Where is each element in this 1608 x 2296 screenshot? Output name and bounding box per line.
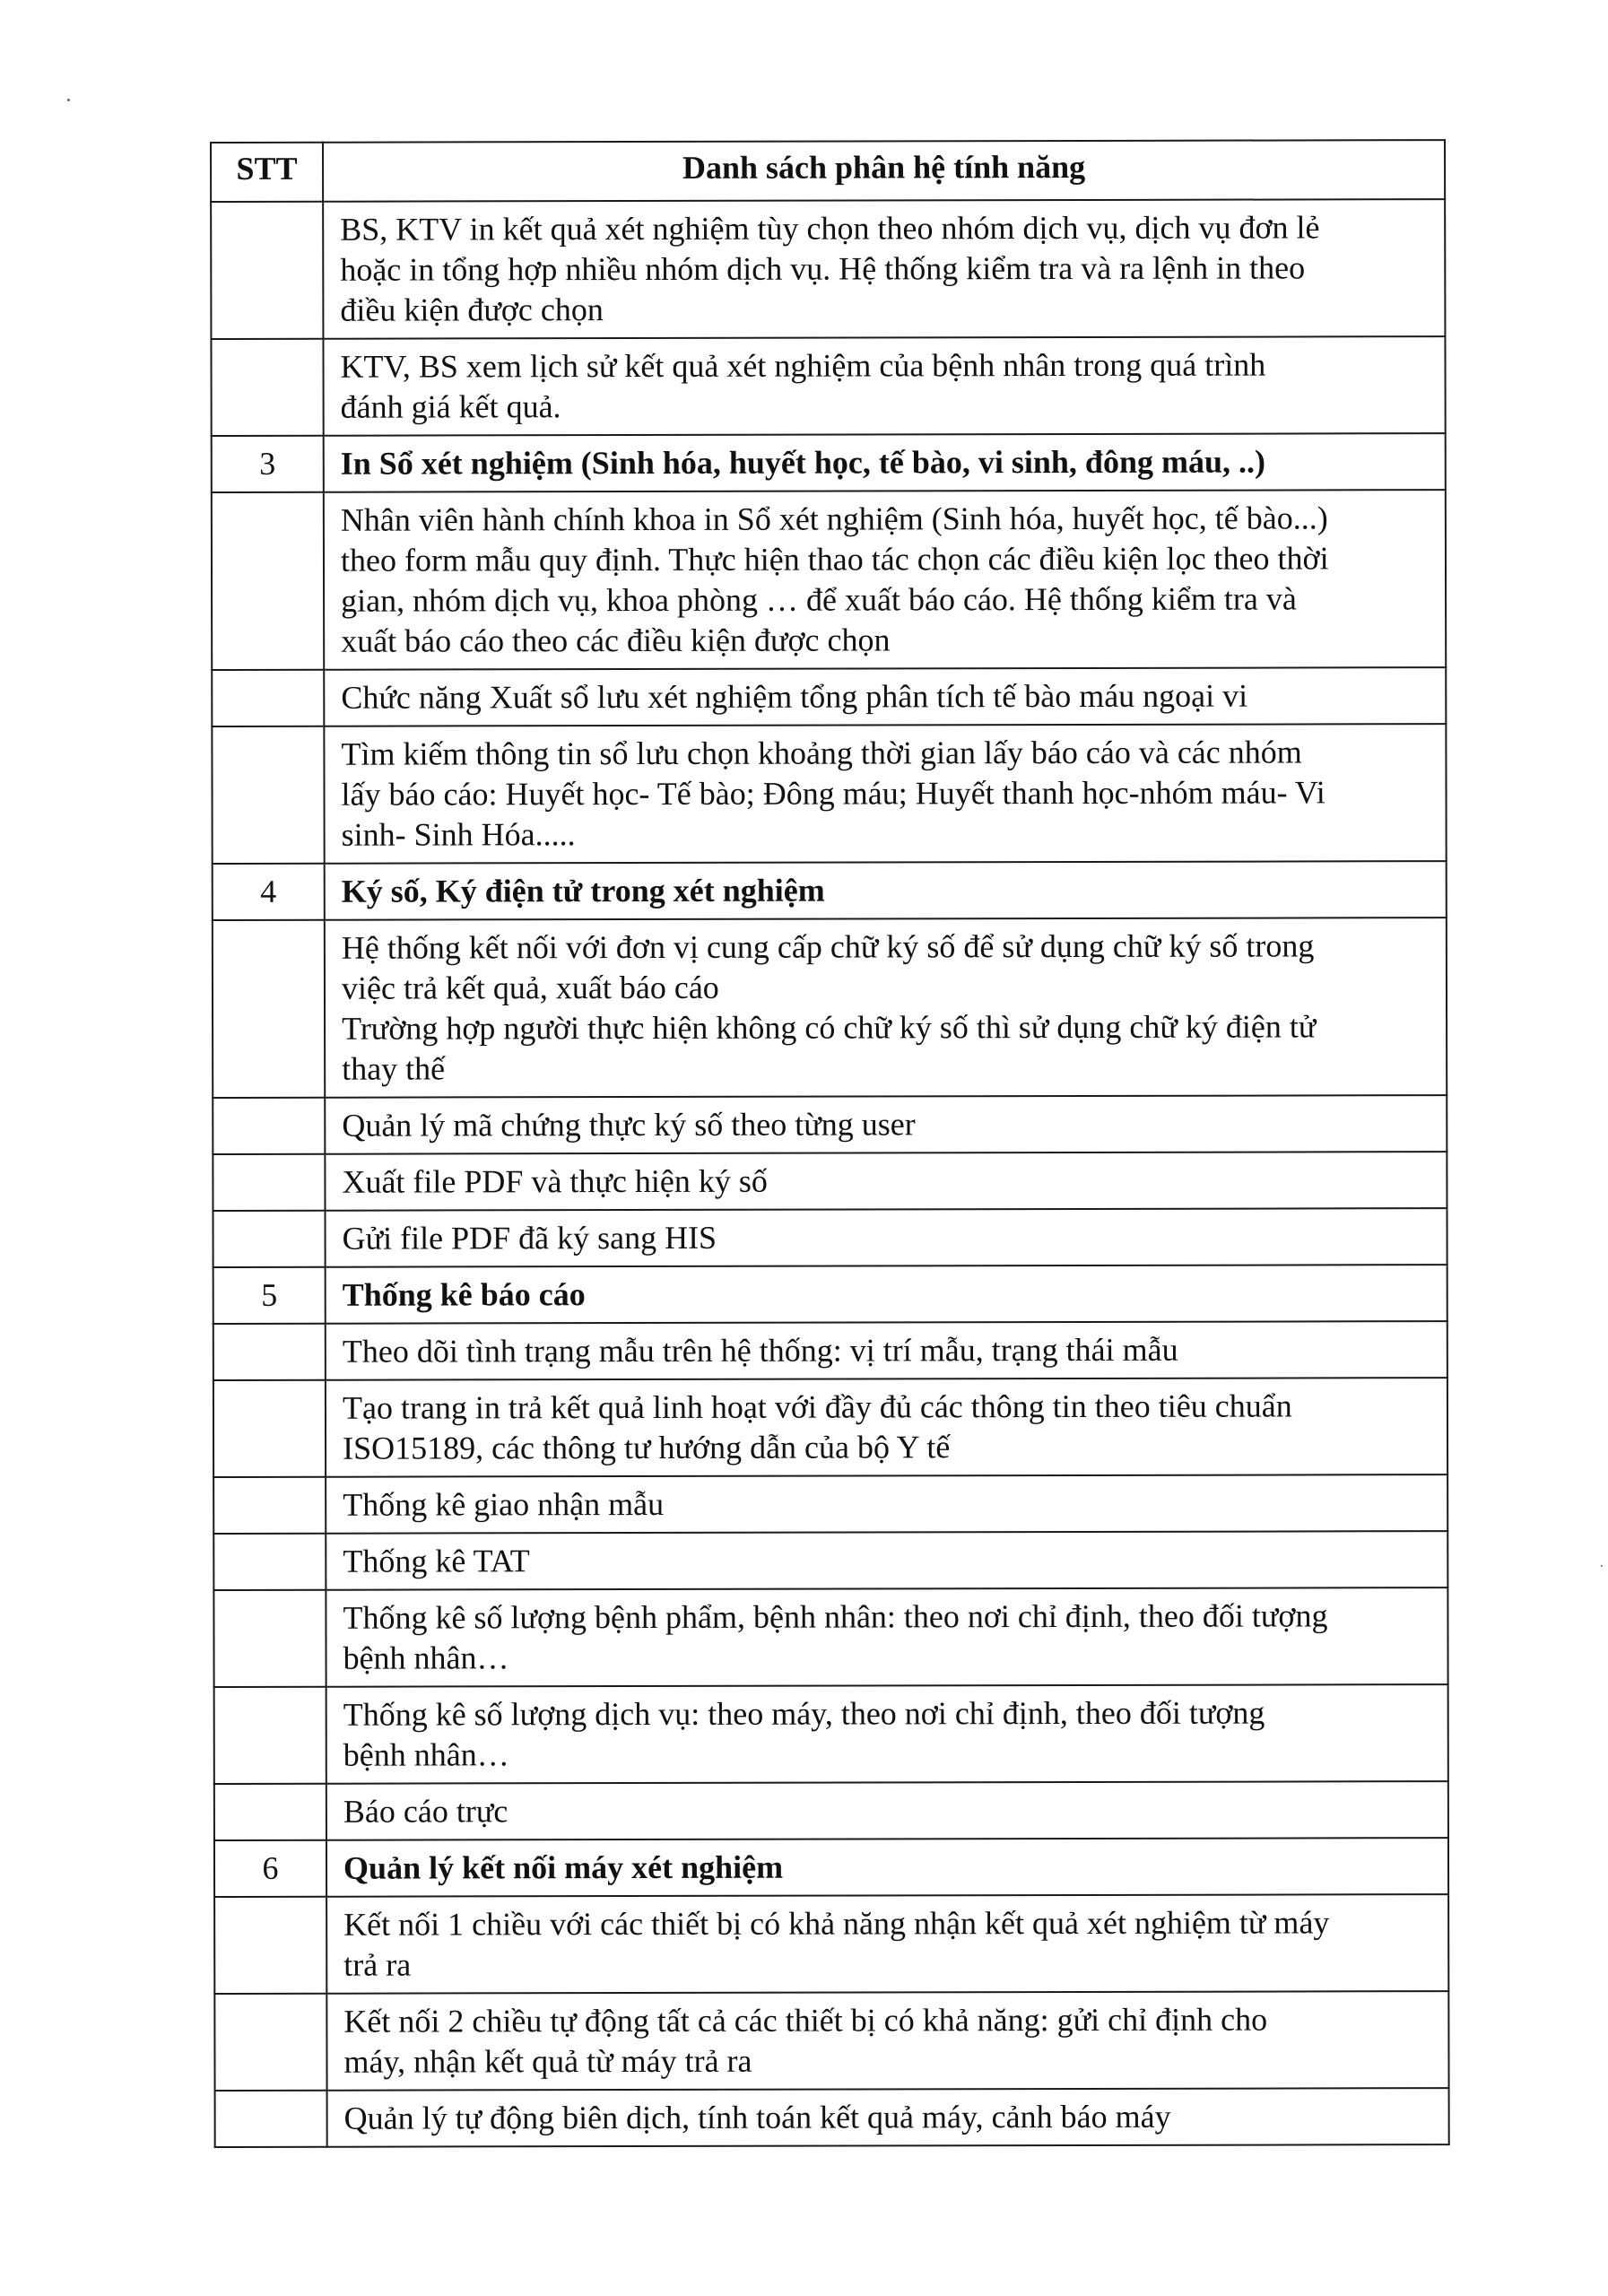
section-row (214, 1838, 1448, 1897)
table-row (213, 1095, 1447, 1154)
table-row (215, 2088, 1449, 2147)
table-row (214, 1684, 1448, 1784)
description-line: Theo dõi tình trạng mẫu trên hệ thống: vị trí mẫu, trạng thái mẫu (342, 1331, 1178, 1370)
description-line: xuất báo cáo theo các điều kiện được chọn (341, 622, 891, 659)
table-row (213, 1531, 1447, 1590)
stt-cell (213, 1590, 326, 1687)
feature-description-cell (326, 1587, 1447, 1687)
description-line: KTV, BS xem lịch sử kết quả xét nghiệm của bệnh nhân trong quá trình (340, 346, 1266, 385)
description-line: Quản lý mã chứng thực ký số theo từng user (342, 1106, 916, 1144)
stt-header: STT (211, 143, 323, 202)
stt-cell: 4 (213, 864, 325, 920)
description-line: thay thế (342, 1050, 446, 1087)
section-row (213, 1265, 1447, 1324)
description-line: bệnh nhân… (343, 1736, 509, 1773)
table-header-row (211, 140, 1445, 202)
stt-cell (213, 1211, 325, 1267)
section-row (213, 861, 1447, 920)
description-line: máy, nhận kết quả từ máy trả ra (343, 2042, 752, 2080)
description-line: hoặc in tổng hợp nhiều nhóm dịch vụ. Hệ thống kiểm tra và ra lệnh in theo (340, 249, 1306, 288)
section-title: In Sổ xét nghiệm (Sinh hóa, huyết học, tế bào, vi sinh, đông máu, ..) (340, 443, 1265, 482)
description-line: đánh giá kết quả. (340, 388, 561, 425)
feature-list-header: Danh sách phân hệ tính năng (323, 140, 1445, 202)
description-line: Thống kê giao nhận mẫu (343, 1485, 665, 1523)
description-line: việc trả kết quả, xuất báo cáo (341, 969, 719, 1006)
feature-description-cell (324, 667, 1446, 726)
stt-cell: 6 (214, 1840, 326, 1897)
stt-cell (214, 1897, 326, 1994)
feature-description-cell (325, 918, 1447, 1098)
section-title-cell (326, 1265, 1447, 1324)
description-line: Gửi file PDF đã ký sang HIS (342, 1219, 717, 1257)
description-line: Thống kê số lượng dịch vụ: theo máy, theo nơi chỉ định, theo đối tượng (343, 1694, 1265, 1733)
table-row (213, 1587, 1447, 1687)
table-row (213, 1321, 1447, 1380)
description-line: Quản lý tự động biên dịch, tính toán kết quả máy, cảnh báo máy (343, 2098, 1171, 2136)
description-line: Nhân viên hành chính khoa in Sổ xét nghiệm (Sinh hóa, huyết học, tế bào...) (340, 500, 1328, 538)
table-row (211, 199, 1445, 339)
table-row (212, 490, 1446, 670)
stt-cell (212, 492, 324, 670)
description-line: trả ra (343, 1946, 412, 1983)
feature-description-cell (325, 1208, 1447, 1267)
table-row (214, 1894, 1448, 1994)
table-row (212, 667, 1446, 726)
feature-description-cell (326, 1531, 1447, 1590)
stt-cell (213, 920, 325, 1098)
table-row (213, 1474, 1447, 1534)
stt-cell (212, 726, 324, 864)
stt-cell (214, 1784, 326, 1840)
description-line: BS, KTV in kết quả xét nghiệm tùy chọn theo nhóm dịch vụ, dịch vụ đơn lẻ (340, 209, 1320, 248)
description-line: Báo cáo trực (343, 1793, 508, 1830)
feature-description-cell (326, 1378, 1447, 1477)
description-line: Chức năng Xuất sổ lưu xét nghiệm tổng phân tích tế bào máu ngoại vi (341, 677, 1248, 716)
table-body (211, 199, 1449, 2147)
scan-speck (67, 99, 70, 101)
stt-cell (213, 1324, 326, 1380)
section-row (212, 433, 1446, 492)
feature-description-cell (325, 1152, 1447, 1211)
table-row (213, 1152, 1447, 1211)
feature-description-cell (323, 199, 1445, 339)
section-title: Thống kê báo cáo (342, 1276, 586, 1313)
section-title: Quản lý kết nối máy xét nghiệm (343, 1848, 784, 1886)
description-line: gian, nhóm dịch vụ, khoa phòng … để xuất báo cáo. Hệ thống kiểm tra và (341, 580, 1297, 619)
description-line: ISO15189, các thông tư hướng dẫn của bộ Y tế (343, 1429, 951, 1466)
scan-speck (1601, 1565, 1603, 1567)
table-row (213, 918, 1447, 1098)
description-line: Trường hợp người thực hiện không có chữ ký số thì sử dụng chữ ký điện tử (342, 1008, 1317, 1047)
feature-description-cell (326, 1991, 1448, 2091)
stt-cell (213, 1154, 325, 1211)
feature-description-cell (327, 2088, 1449, 2147)
table-row (213, 1378, 1447, 1477)
stt-cell (213, 1534, 326, 1590)
table-row (214, 1991, 1448, 2091)
description-line: bệnh nhân… (343, 1639, 509, 1676)
description-line: Xuất file PDF và thực hiện ký số (342, 1162, 768, 1200)
description-line: sinh- Sinh Hóa..... (341, 816, 576, 853)
description-line: Kết nối 2 chiều tự động tất cả các thiết bị có khả năng: gửi chỉ định cho (343, 2001, 1268, 2039)
description-line: Tạo trang in trả kết quả linh hoạt với đầy đủ các thông tin theo tiêu chuẩn (342, 1387, 1292, 1426)
feature-description-cell (326, 1474, 1447, 1534)
description-line: Thống kê TAT (343, 1543, 530, 1579)
feature-description-cell (326, 1894, 1448, 1994)
feature-description-cell (324, 724, 1446, 864)
section-title-cell (326, 1838, 1448, 1897)
description-line: Kết nối 1 chiều với các thiết bị có khả năng nhận kết quả xét nghiệm từ máy (343, 1904, 1330, 1943)
description-line: Hệ thống kết nối với đơn vị cung cấp chữ ký số để sử dụng chữ ký số trong (341, 927, 1315, 966)
stt-cell (213, 1380, 326, 1477)
table-row (214, 1781, 1448, 1840)
section-title-cell (324, 433, 1446, 492)
feature-table (210, 139, 1450, 2148)
section-title-cell (325, 861, 1447, 920)
stt-cell (212, 670, 324, 726)
table-row (212, 724, 1446, 864)
feature-description-cell (324, 490, 1446, 670)
description-line: Tìm kiếm thông tin sổ lưu chọn khoảng thời gian lấy báo cáo và các nhóm (341, 734, 1302, 772)
stt-cell (214, 1994, 326, 2091)
stt-cell: 3 (212, 436, 324, 492)
feature-description-cell (325, 1095, 1447, 1154)
stt-cell: 5 (213, 1267, 326, 1324)
description-line: theo form mẫu quy định. Thực hiện thao tác chọn các điều kiện lọc theo thời (340, 540, 1329, 578)
stt-cell (214, 1687, 326, 1784)
stt-cell (211, 202, 323, 339)
feature-description-cell (326, 1321, 1447, 1380)
stt-cell (213, 1477, 326, 1534)
stt-cell (213, 1098, 325, 1154)
description-line: điều kiện được chọn (340, 291, 604, 328)
feature-description-cell (323, 336, 1445, 436)
feature-description-cell (326, 1781, 1448, 1840)
feature-description-cell (326, 1684, 1448, 1784)
table-row (213, 1208, 1447, 1267)
section-title: Ký số, Ký điện tử trong xét nghiệm (341, 872, 825, 909)
stt-cell (215, 2091, 327, 2147)
description-line: lấy báo cáo: Huyết học- Tế bào; Đông máu; Huyết thanh học-nhóm máu- Vi (341, 774, 1326, 813)
stt-cell (211, 339, 323, 436)
description-line: Thống kê số lượng bệnh phẩm, bệnh nhân: theo nơi chỉ định, theo đối tượng (343, 1597, 1328, 1636)
table-row (211, 336, 1445, 436)
